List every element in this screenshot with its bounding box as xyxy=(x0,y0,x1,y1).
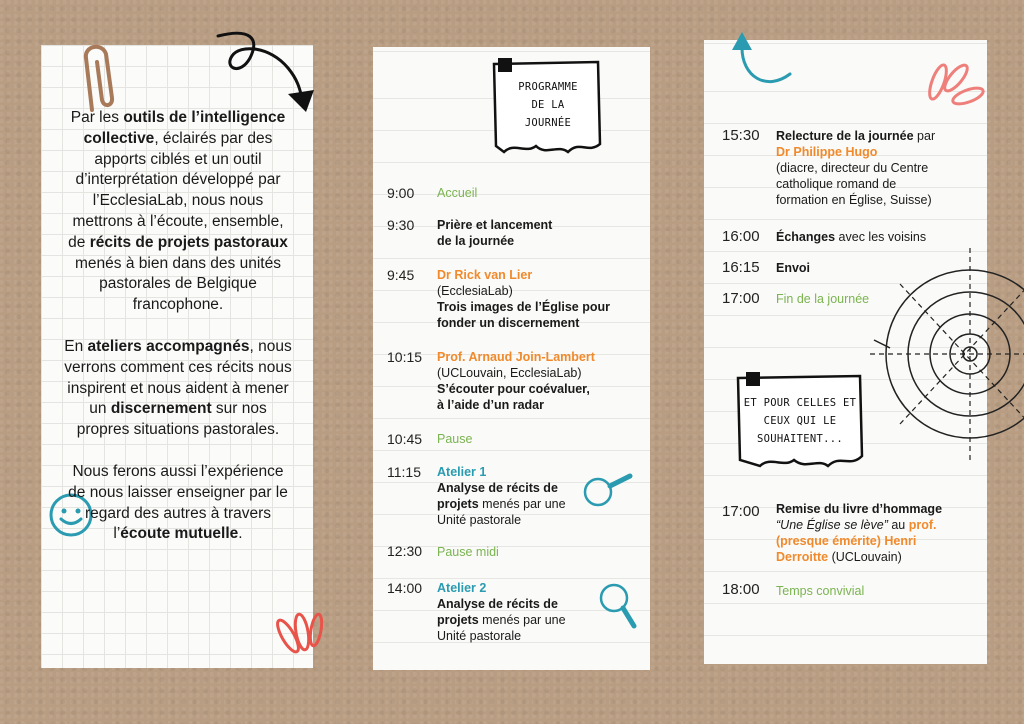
intro-paragraph-1: Par les outils de l’intelligence collective, éclairés par des apports ciblés et un outil d’interprétation développé par l’EcclesiaLab, nous nous mettrons à l’écoute, ensemble, de récits de projets pastoraux menés à bien dans des unités pastorales de Belgique francophone. xyxy=(68,109,288,314)
wish-title: ET POUR CELLES ET CEUX QUI LE SOUHAITENT... xyxy=(743,397,857,445)
magnifier-icon xyxy=(580,470,640,510)
intro-paragraph-2: En ateliers accompagnés, nous verrons comment ces récits nous inspirent et nous aident à mener un discernement sur nos propres situations pastorales. xyxy=(64,337,292,439)
radar-icon xyxy=(870,248,1024,460)
program-title: PROGRAMME DE LA JOURNÉE xyxy=(518,81,578,129)
hook-arrow-icon xyxy=(728,26,798,90)
petals-icon xyxy=(270,606,330,662)
petals-icon xyxy=(924,52,986,112)
intro-paragraph-3: Nous ferons aussi l’expérience de nous laisser enseigner par le regard des autres à travers l’écoute mutuelle. xyxy=(68,462,288,543)
magnifier-icon xyxy=(596,580,640,636)
curly-arrow-icon xyxy=(210,28,320,118)
intro-text xyxy=(62,108,294,566)
